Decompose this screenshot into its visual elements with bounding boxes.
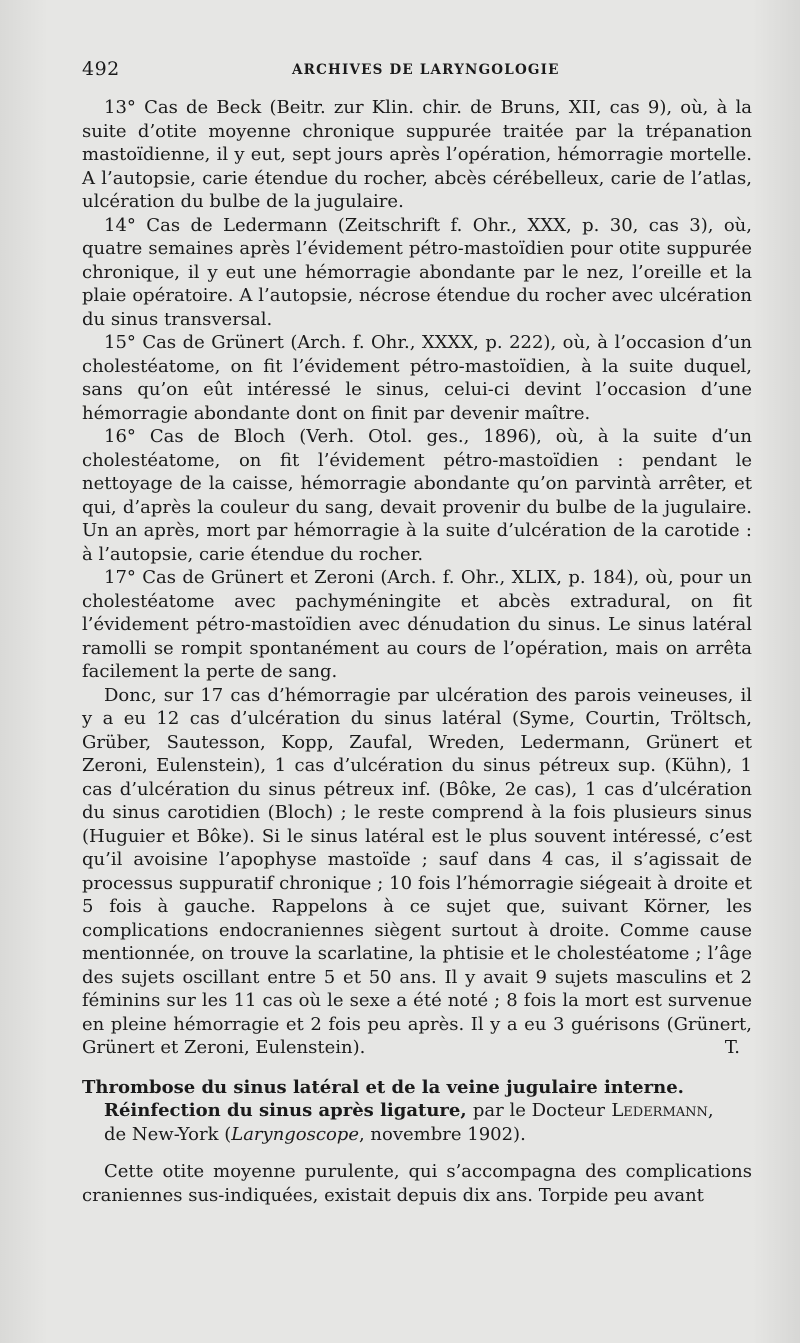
signature: T. <box>724 1037 740 1058</box>
case-paragraph-16: 16° Cas de Bloch (Verh. Otol. ges., 1896), où, à la suite d’un cholestéatome, on fit l’évidement pétro-mastoïdien : pendant le nettoyage de la caisse, hémorragie abondante qu’on parvintà arrêter, et qui, d’après la couleur du sang, devait provenir du bulbe de la jugulaire. Un an après, mort par hémorragie à la suite d’ulcération de la carotide : à l’autopsie, carie étendue du rocher. <box>82 426 752 565</box>
article-date: , novembre 1902). <box>358 1123 526 1145</box>
article-author: Ledermann, <box>611 1100 714 1121</box>
article-subtitle: Réinfection du sinus après ligature, <box>104 1100 467 1121</box>
case-paragraph-14: 14° Cas de Ledermann (Zeitschrift f. Ohr., XXX, p. 30, cas 3), où, quatre semaines après l’évidement pétro-mastoïdien pour otite suppurée chronique, il y eut une hémorragie abondante par le nez, l’oreille et la plaie opératoire. A l’autopsie, nécrose étendue du rocher avec ulcération du sinus transversal. <box>82 214 752 330</box>
article-journal: Laryngoscope <box>231 1123 359 1145</box>
page-number: 492 <box>82 58 120 80</box>
case-paragraph-15: 15° Cas de Grünert (Arch. f. Ohr., XXXX, p. 222), où, à l’occasion d’un cholestéatome, on fit l’évidement pétro-mastoïdien, à la suite duquel, sans qu’on eût intéressé le sinus, celui-ci devint l’occasion d’une hémorragie abondante dont on finit par devenir maître. <box>82 332 752 424</box>
case-paragraph-17: 17° Cas de Grünert et Zeroni (Arch. f. Ohr., XLIX, p. 184), où, pour un cholestéatome avec pachyméningite et abcès extradural, on fit l’évidement pétro-mastoïdien avec dénudation du sinus. Le sinus latéral ramolli se rompit spontanément au cours de l’opération, mais on arrêta facilement la perte de sang. <box>82 567 752 682</box>
article-subtitle-line <box>82 1099 752 1123</box>
case-paragraph-13: 13° Cas de Beck (Beitr. zur Klin. chir. de Bruns, XII, cas 9), où, à la suite d’otite moyenne chronique suppurée traitée par la trépanation mastoïdienne, il y eut, sept jours après l’opération, hémorragie mortelle. A l’autopsie, carie étendue du rocher, abcès cérébelleux, carie de l’atlas, ulcération du bulbe de la jugulaire. <box>82 97 752 212</box>
page-header <box>82 58 760 86</box>
article-place: de New-York ( <box>104 1123 232 1145</box>
article-byline: par le Docteur <box>472 1100 606 1121</box>
article-source <box>82 1123 752 1147</box>
running-head: ARCHIVES DE LARYNGOLOGIE <box>292 62 560 78</box>
article-first-paragraph: Cette otite moyenne purulente, qui s’accompagna des complications craniennes sus-indiquées, existait depuis dix ans. Torpide peu avant <box>82 1161 752 1206</box>
article-title: Thrombose du sinus latéral et de la veine jugulaire interne. <box>82 1076 684 1098</box>
body-text <box>82 96 752 1207</box>
summary-paragraph <box>82 684 752 1060</box>
summary-text: Donc, sur 17 cas d’hémorragie par ulcération des parois veineuses, il y a eu 12 cas d’ulcération du sinus latéral (Syme, Courtin, Tröltsch, Grüber, Sautesson, Kopp, Zaufal, Wreden, Ledermann, Grünert et Zeroni, Eulenstein), 1 cas d’ulcération du sinus pétreux sup. (Kühn), 1 cas d’ulcération du sinus pétreux inf. (Bôke, 2e cas), 1 cas d’ulcération du sinus carotidien (Bloch) ; le reste comprend à la fois plusieurs sinus (Huguier et Bôke). Si le sinus latéral est le plus souvent intéressé, c’est qu’il avoisine l’apophyse mastoïde ; sauf dans 4 cas, il s’agissait de processus suppuratif chronique ; 10 fois l’hémorragie siégeait à droite et 5 fois à gauche. Rappelons à ce sujet que, suivant Körner, les complications endocraniennes siègent surtout à droite. Comme cause mentionnée, on trouve la scarlatine, la phtisie et le cholestéatome ; l’âge des sujets oscillant entre 5 et 50 ans. Il y avait 9 sujets masculins et 2 féminins sur les 11 cas où le sexe a été noté ; 8 fois la mort est survenue en pleine hémorragie et 2 fois peu après. Il y a eu 3 guérisons (Grünert, Grünert et Zeroni, Eulenstein). <box>82 684 752 1058</box>
article-heading <box>82 1076 752 1147</box>
